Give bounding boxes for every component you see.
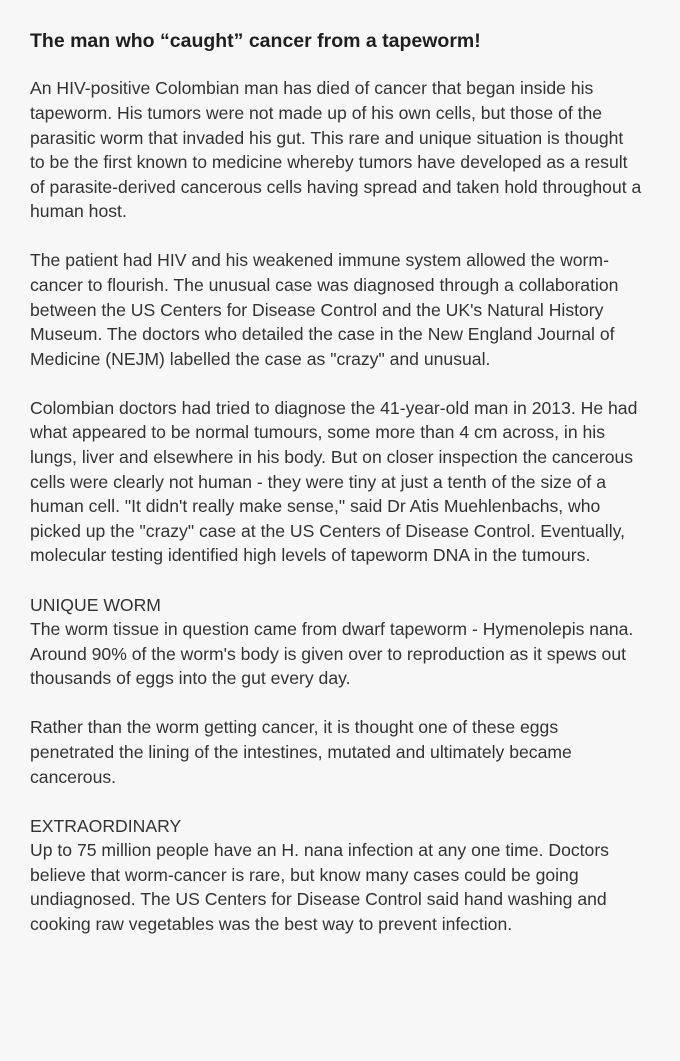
paragraph-intro: An HIV-positive Colombian man has died of cancer that began inside his tapeworm. His tumors were not made up of his own cells, but those of the parasitic worm that invaded his gut. This rare and unique situation is thought to be the first known to medicine whereby tumors have developed as a result of parasite-derived cancerous cells having spread and taken hold throughout a human host. bbox=[30, 78, 642, 222]
section-heading-unique-worm: UNIQUE WORM bbox=[30, 594, 161, 615]
paragraph-worm-tissue: The worm tissue in question came from dwarf tapeworm - Hymenolepis nana. Around 90% of the worm's body is given over to reproduction as it spews out thousands of eggs into the gut every day. bbox=[30, 619, 634, 689]
section-unique-worm bbox=[30, 593, 642, 691]
section-extraordinary bbox=[30, 814, 642, 937]
paragraph-eggs: Rather than the worm getting cancer, it is thought one of these eggs penetrated the lining of the intestines, mutated and ultimately became cancerous. bbox=[30, 717, 572, 787]
paragraph-infection: Up to 75 million people have an H. nana infection at any one time. Doctors believe that worm-cancer is rare, but know many cases could be going undiagnosed. The US Centers for Disease Control said hand washing and cooking raw vegetables was the best way to prevent infection. bbox=[30, 840, 609, 935]
section-heading-extraordinary: EXTRAORDINARY bbox=[30, 815, 182, 836]
article-title: The man who “caught” cancer from a tapeworm! bbox=[30, 30, 481, 52]
paragraph-patient: The patient had HIV and his weakened immune system allowed the worm-cancer to flourish. The unusual case was diagnosed through a collaboration between the US Centers for Disease Control and the UK's Natural History Museum. The doctors who detailed the case in the New England Journal of Medicine (NEJM) labelled the case as "crazy" and unusual. bbox=[30, 250, 619, 369]
paragraph-diagnosis: Colombian doctors had tried to diagnose the 41-year-old man in 2013. He had what appeared to be normal tumours, some more than 4 cm across, in his lungs, liver and elsewhere in his body. But on closer inspection the cancerous cells were clearly not human - they were tiny at just a tenth of the size of a human cell. "It didn't really make sense," said Dr Atis Muehlenbachs, who picked up the "crazy" case at the US Centers of Disease Control. Eventually, molecular testing identified high levels of tapeworm DNA in the tumours. bbox=[30, 397, 638, 566]
